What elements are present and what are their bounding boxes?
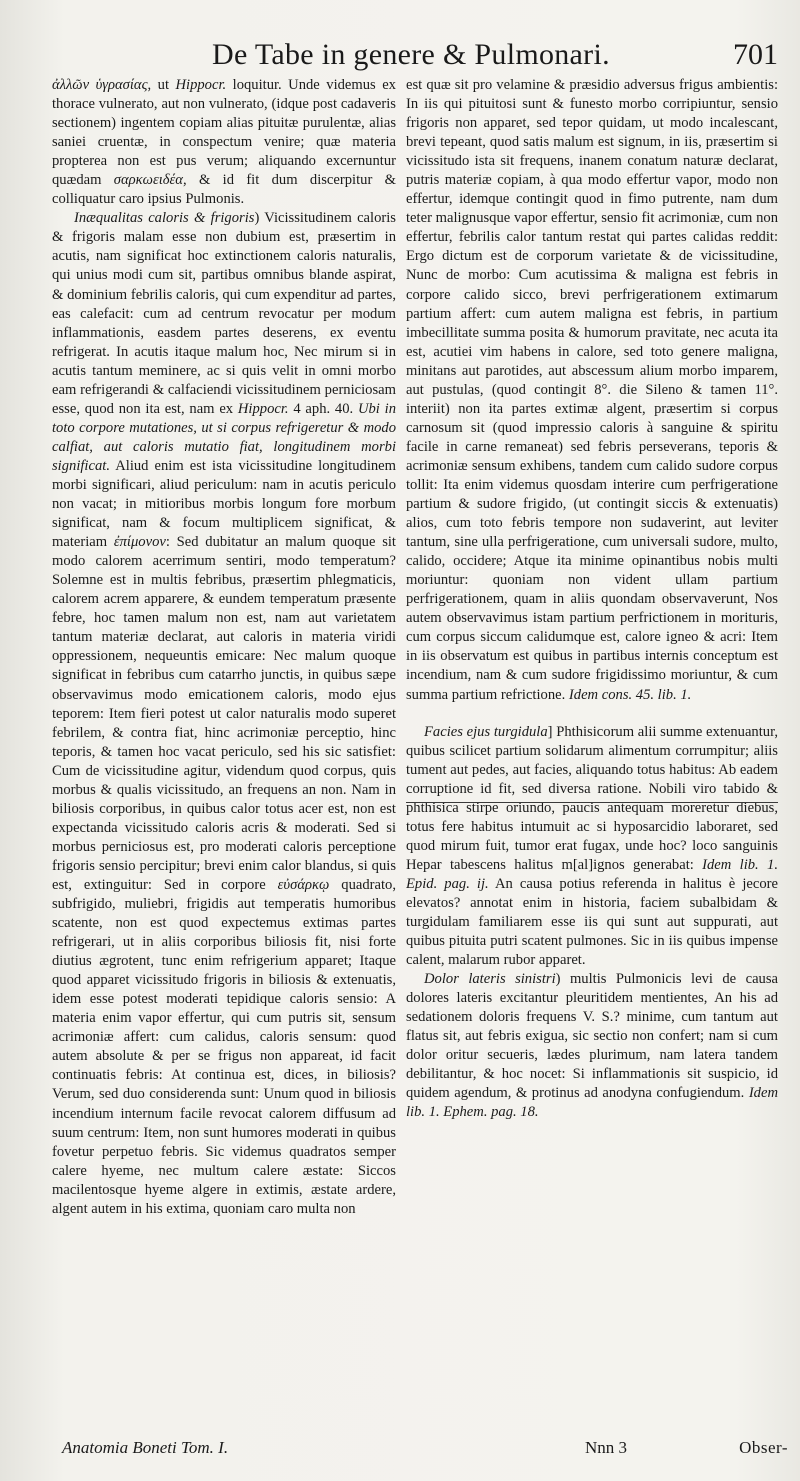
text-run: : Sed dubitatur an malum quoque sit modo calorem acerrimum sentiri, modo temperatum? Solemne est in multis febribus, præsertim phlegmaticis, calorem acrem apparere, & eundem temperatum præsente febre, hoc tamen malum non est, nam aut varietatem tantum materiæ declarat, aut caloris in materia viridi oppressionem, nequeuntis emicare: Nec malum quoque significat in febribus cum catarrho junctis, in quibus sæpe observavimus modo emicationem caloris, modo ejus teporem: Item fieri potest ut calor naturalis modo superet febrilem, & contra fiat, hinc acrimoniæ perceptio, hinc teporis, & tamen hoc vacat periculo, sed his sic satisfiet: Cum de vicissitudine agitur, videndum quod corpus, quis morbus & qualis vicissitudo, an frequens an non. Nam in biliosis corporibus, in quibus calor totus acer est, non est expectanda vicissitudo caloris acris & moderati. Sed si morbus perniciosus est, pro moderati caloris perceptione frigoris sensio percipitur; brevi enim calor blandus, si quis est, extinguitur: Sed in corpore: [52, 534, 396, 893]
text-run: est quæ sit pro velamine & præsidio adversus frigus ambientis: In iis qui pituitosi sunt & funesto morbo corripiuntur, sensio frigoris non apparet, sed tepor quidam, ut modo incalescant, brevi tepeant, quod satis malum est signum, in iis, præsertim si vicissitudo ista sit frequens, inanem conatum naturæ declarat, putris materiæ copiam, à qua modo effertur vapor, modo non effertur, idemque contingit quod in fimo putrente, nam dum teter malignusque vapor effertur, sensio fit acrimoniæ, cum non effertur, febrilis calor tantum restat qui partes calidas reddit: Ergo dictum est de corporum varietate & de vicissitudine, Nunc de morbo: Cum acutissima & maligna est febris in corpore calido sicco, brevi perfrigerationem extimarum partium affert: cum autem maligna est febris, in partium imbecillitate summa posita & humorum pravitate, nec acuta ita est, acutiei vim habens in calore, sed toto genere maligna, minitans aut parotides, aut abscessum alium morbo imparem, aut pustulas, (quod contingit 8°. die Sileno & tamen 11°. interiit) non ita partes extimæ algent, præsertim si corpus carnosum sit (quod impressio caloris à sanguine & spiritu facile in carne remaneat) sed febris perseverans, teporis & acrimoniæ sensum exhibens, tandem cum calido sudore corpus tollit: Ita enim videmus quosdam interire cum perfrigeratione partium & sudore frigido, (ut contingit siccis & extenuatis) alios, cum toto febris tempore non sudaverint, aut leviter tantum, sine ulla perfrigeratione, cum universali sudore, multo, calido, occidere; Atque ita minime opinantibus nobis multi moriuntur: quoniam non vident ullam partium perfrigerationem, quam in aliis quondam observaverunt, Nos autem observavimus istam partium perfrictionem in morituris, cum corpus siccum calidumque est, calore igneo & acri: Item in iis observatum est quibus in partibus internis conceptum est incendium, nam & cum sudore frigidissimo moriuntur, & cum summa partium refrictione.: [406, 77, 778, 703]
catchword: Obser-: [739, 1438, 788, 1457]
page-footer: [0, 1438, 800, 1468]
aphorism-quote: Ubi in toto corpore mutationes, ut si corpus refrigeretur & modo calfiat, aut caloris mutatio fiat, longitudinem morbi significat.: [52, 400, 396, 474]
book-title: Anatomia Boneti Tom. I.: [62, 1438, 229, 1457]
greek-term: ἀλλῶν ὑγρασίας: [52, 77, 148, 93]
text-run: loquitur. Unde videmus ex thorace vulnerato, aut non vulnerato, (idque post cadaveris sectionem) ingentem copiam alias pituitæ purulentæ, alias saniei cruentæ, in conspectum venire; quæ materia propterea non est pus verum; aliquando excernuntur quædam: [52, 77, 396, 189]
text-run: An causa potius referenda in halitus è jecore elevatos? annotat enim in historia, faciem subalbidam & turgidulam familiarem esse iis qui sunt aut suppurati, aut quibus pituita putri scatent pulmones. Sic in iis quibus impense calent, malarum rubor apparet.: [406, 875, 778, 969]
section-lemma: Dolor lateris sinistri: [424, 971, 556, 988]
text-run: ) Vicissitudinem caloris & frigoris malam esse non dubium est, præsertim in acutis, nam significat hoc extinctionem caloris naturalis, qui unius modi cum sit, partibus omnibus blande aspirat, & dominium febrilis caloris, qui cum expenditur ad partes, eas calefacit: cum ad centrum revocatur per modum inflammationis, easdem partes deserens, ex eventu refrigerat. In acutis itaque malum hoc, Nec mirum si in acutis tantum meminere, ac si quis velit in omni morbo eam refrigerandi & calfaciendi vicissitudinem perniciosam esse, quod non ita est, nam ex: [52, 210, 396, 417]
paragraph-continued: [406, 76, 778, 705]
text-run: , ut: [147, 77, 176, 93]
paragraph-facies: [406, 723, 778, 971]
text-run: Aliud enim est ista vicissitudine longitudinem morbi significari, aliud periculum: nam in acutis periculo non vacat; in mitioribus morbis longum fore morbum significat, nam & focum multiplicem significat, & materiam: [52, 457, 396, 551]
greek-term: εὐσάρκῳ: [277, 876, 330, 893]
page-number: 701: [733, 38, 778, 71]
right-column: [406, 76, 778, 1421]
text-run: 4 aph. 40.: [288, 400, 358, 417]
paragraph-empyema: [52, 76, 396, 209]
paragraph-inaequalitas: [52, 209, 396, 1218]
greek-term: ἐπίμονον: [113, 534, 166, 551]
running-title: De Tabe in genere & Pulmonari.: [212, 38, 610, 71]
left-column: [52, 76, 396, 1421]
text-run: , & id fit dum discerpitur & colliquatur caro ipsius Pulmonis.: [52, 172, 396, 208]
text-run: ) multis Pulmonicis levi de causa dolores lateris excitantur pleuritidem mentientes, An his ad sedationem doloris frequens V. S.? minime, cum tantum aut flatus sit, aut febris exigua, sic sectio non confert; nam si cum dolor oritur secueris, lædes plurimum, nam latera tandem debilitantur, & hoc nocet: Si inflammationis sit suspicio, id quidem agendum, & protinus ad anodyna confugiendum.: [406, 971, 778, 1102]
source-citation: Idem cons. 45. lib. 1.: [568, 686, 692, 703]
paragraph-dolor-lateris: [406, 970, 778, 1122]
author-reference: Hippocr.: [175, 77, 227, 93]
source-citation: Idem lib. 1. Epid. pag. ij.: [406, 856, 778, 892]
source-citation: Idem lib. 1. Ephem. pag. 18.: [406, 1085, 778, 1121]
text-run: ] Phthisicorum alii summe extenuantur, quibus scilicet partium solidarum alimentum corrumpitur; aliis tument aut pedes, aut facies, aliquando totus habitus: Ab eadem corruptione id fit, sed diversa ratione. Nobili viro tabido & phthisica stirpe oriundo, paucis antequam moreretur diebus, totus fere habitus intumuit ac si hyposarcidio laboraret, sed quod mirum fuit, tumor erat fugax, unde hoc? loco sanguinis Hepar tabescens halitus m[al]ignos generabat:: [406, 723, 778, 873]
page-header: [0, 34, 800, 74]
greek-term: σαρκωειδέα: [113, 172, 183, 189]
section-lemma: Inæqualitas caloris & frigoris: [74, 210, 255, 227]
section-divider: [406, 802, 778, 803]
signature-mark: Nnn 3: [585, 1438, 628, 1457]
section-lemma: Facies ejus turgidula: [424, 723, 548, 740]
author-reference: Hippocr.: [237, 400, 289, 417]
text-run: quadrato, subfrigido, muliebri, frigidis aut temperatis humoribus scatente, non est quod expectemus extimas partes refrigerari, ut in aliis corporibus biliosis fit, nisi forte diutius ægrotent, tunc enim refrigerium apparet; Itaque quod apparet vicissitudo frigoris in biliosis & extenuatis, idem esse potest moderati tepidique caloris sensio: A materia enim vapor effertur, qui cum putris sit, sensum acrimoniæ affert: cum calidus, caloris sensum: quod autem absolute & per se frigus non appareat, id facit continuatis febris: At continua est, dices, in biliosis? Verum, sed duo considerenda sunt: Unum quod in biliosis incendium internum facile revocat calorem diffusum ad suum centrum: Item, non sunt humores moderati in quibus fovetur perpetuo febris. Sic videmus quadratos semper calere hyeme, nec multum calere æstate: Siccos macilentosque hyeme algere in extimis, æstate ardere, algent autem in his extima, quoniam caro multa non: [52, 876, 396, 1217]
